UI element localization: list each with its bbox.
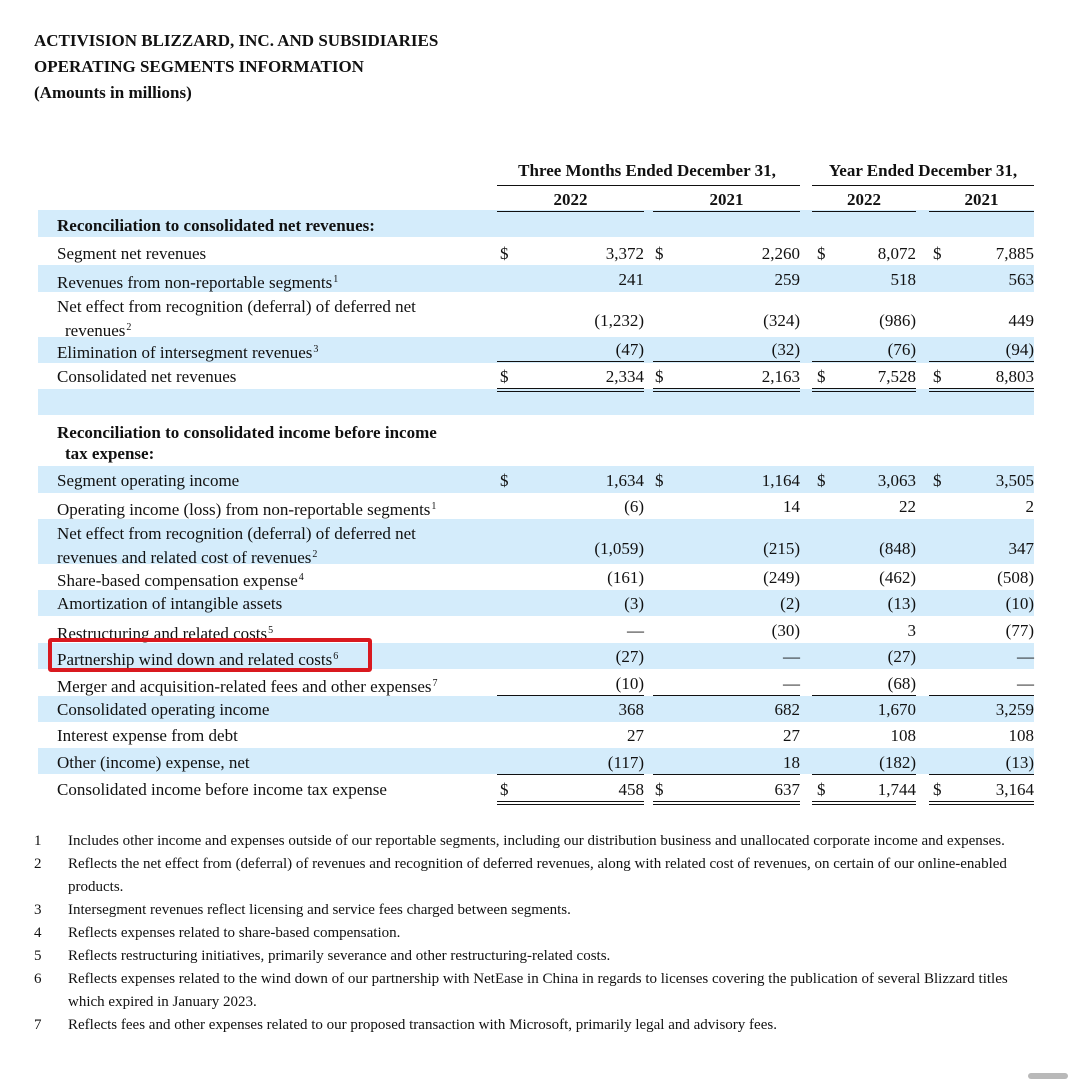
- subtotal-rule: [812, 361, 916, 362]
- cell-value: (1,232): [594, 311, 644, 330]
- cell-value: 3: [907, 621, 916, 640]
- cell-value: 1,670: [877, 700, 916, 719]
- footnote-ref: 2: [312, 549, 318, 560]
- cell-value: 3,164: [995, 780, 1034, 799]
- subtotal-rule: [653, 361, 800, 362]
- cell-value: 14: [783, 497, 800, 516]
- column-group-rule: [812, 185, 1034, 186]
- cell-value: 27: [783, 726, 800, 745]
- cell-value: (30): [771, 621, 800, 640]
- column-year: 2022: [553, 190, 588, 209]
- cell-value: (94): [1005, 340, 1034, 359]
- cell-value: 347: [1008, 539, 1034, 558]
- total-double-rule: [653, 801, 800, 805]
- footnote-ref: 4: [298, 572, 304, 583]
- cell-value: (77): [1005, 621, 1034, 640]
- cell-value: (508): [997, 568, 1034, 587]
- currency-sign: $: [500, 471, 509, 490]
- column-year: 2021: [964, 190, 999, 209]
- cell-value: 3,063: [877, 471, 916, 490]
- year-rule: [929, 211, 1034, 212]
- subtotal-rule: [497, 774, 644, 775]
- currency-sign: $: [500, 244, 509, 263]
- total-double-rule: [929, 801, 1034, 805]
- cell-value: (848): [879, 539, 916, 558]
- cell-value: —: [783, 674, 800, 693]
- subtotal-rule: [653, 695, 800, 696]
- row-label-text: Consolidated net revenues: [57, 367, 237, 386]
- row-label: [57, 422, 437, 464]
- cell-value: 1,744: [877, 780, 916, 799]
- cell-value: (32): [771, 340, 800, 359]
- cell-value: 2: [1025, 497, 1034, 516]
- cell-value: 3,259: [995, 700, 1034, 719]
- total-double-rule: [653, 388, 800, 392]
- subtotal-rule: [929, 774, 1034, 775]
- column-group-year: Year Ended December 31,: [828, 161, 1018, 180]
- cell-value: 2,260: [761, 244, 800, 263]
- total-double-rule: [812, 801, 916, 805]
- row-label-text: Reconciliation to consolidated income before income: [57, 423, 437, 442]
- cell-value: (10): [615, 674, 644, 693]
- row-label: [57, 779, 387, 800]
- cell-value: 449: [1008, 311, 1034, 330]
- cell-value: —: [1017, 647, 1034, 666]
- cell-value: 259: [774, 270, 800, 289]
- cell-value: 2,163: [761, 367, 800, 386]
- subtotal-rule: [653, 774, 800, 775]
- row-label-text: Revenues from non-reportable segments: [57, 273, 333, 292]
- footnote-ref: 1: [431, 501, 437, 512]
- cell-value: (13): [1005, 753, 1034, 772]
- footnote-ref: 7: [432, 678, 438, 689]
- footnote-number: 6: [34, 971, 42, 987]
- cell-value: —: [627, 621, 644, 640]
- currency-sign: $: [817, 780, 826, 799]
- cell-value: (986): [879, 311, 916, 330]
- row-label-text: Reconciliation to consolidated net revenues:: [57, 216, 375, 235]
- row-label-text: Amortization of intangible assets: [57, 594, 283, 613]
- footnote-text: Reflects expenses related to share-based compensation.: [68, 925, 401, 941]
- footnotes: [34, 830, 1034, 1037]
- company-name: ACTIVISION BLIZZARD, INC. AND SUBSIDIARIES: [34, 31, 439, 50]
- row-label-text: Consolidated operating income: [57, 700, 270, 719]
- report-title: OPERATING SEGMENTS INFORMATION: [34, 57, 364, 76]
- footnote: [34, 922, 1034, 945]
- year-rule: [812, 211, 916, 212]
- year-rule: [653, 211, 800, 212]
- row-label-text: Interest expense from debt: [57, 726, 238, 745]
- cell-value: (10): [1005, 594, 1034, 613]
- row-label: [57, 523, 416, 568]
- cell-value: (182): [879, 753, 916, 772]
- row-label: [57, 296, 416, 341]
- units-note: (Amounts in millions): [34, 83, 192, 102]
- row-label: [57, 673, 437, 697]
- footnote-number: 1: [34, 833, 42, 849]
- row-label: [57, 752, 250, 773]
- scrollbar-thumb[interactable]: [1028, 1073, 1068, 1079]
- cell-value: (249): [763, 568, 800, 587]
- cell-value: 22: [899, 497, 916, 516]
- cell-value: 637: [774, 780, 800, 799]
- row-label: [57, 366, 236, 387]
- highlight-box: [48, 638, 372, 672]
- report-header: [34, 28, 438, 106]
- cell-value: (27): [615, 647, 644, 666]
- row-band: [38, 389, 1034, 415]
- currency-sign: $: [500, 780, 509, 799]
- footnote-ref: 5: [268, 625, 274, 636]
- cell-value: 2,334: [605, 367, 644, 386]
- currency-sign: $: [655, 780, 664, 799]
- cell-value: (2): [780, 594, 800, 613]
- cell-value: (1,059): [594, 539, 644, 558]
- cell-value: 108: [890, 726, 916, 745]
- cell-value: 8,072: [877, 244, 916, 263]
- footnote-text: Reflects the net effect from (deferral) of revenues and recognition of deferred revenues, along with related cost of revenues, on certain of our online-enabled products.: [68, 856, 1007, 895]
- row-label: [57, 339, 318, 363]
- row-label: [57, 593, 282, 614]
- row-label-text: Elimination of intersegment revenues: [57, 343, 313, 362]
- footnote: [34, 968, 1034, 1014]
- currency-sign: $: [655, 367, 664, 386]
- row-label: [57, 243, 206, 264]
- footnote-ref: 1: [333, 274, 339, 285]
- cell-value: 7,528: [877, 367, 916, 386]
- footnote-text: Reflects restructuring initiatives, primarily severance and other restructuring-related costs.: [68, 948, 611, 964]
- currency-sign: $: [933, 367, 942, 386]
- footnote-ref: 2: [126, 322, 132, 333]
- row-label: [57, 725, 238, 746]
- subtotal-rule: [497, 361, 644, 362]
- row-label-continued: revenues and related cost of revenues$^2$: [57, 548, 318, 567]
- footnote-text: Reflects fees and other expenses related to our proposed transaction with Microsoft, primarily legal and advisory fees.: [68, 1017, 777, 1033]
- cell-value: 563: [1008, 270, 1034, 289]
- row-label-continued: tax expense:: [65, 444, 155, 463]
- row-label-text: Restructuring and related costs: [57, 624, 268, 643]
- currency-sign: $: [655, 244, 664, 263]
- cell-value: 108: [1008, 726, 1034, 745]
- footnote-ref: 6: [333, 651, 339, 662]
- cell-value: 18: [783, 753, 800, 772]
- column-year: 2021: [709, 190, 744, 209]
- column-group-rule: [497, 185, 800, 186]
- cell-value: 241: [618, 270, 644, 289]
- row-label-text: Consolidated income before income tax expense: [57, 780, 387, 799]
- cell-value: (161): [607, 568, 644, 587]
- footnote: [34, 830, 1034, 853]
- cell-value: 458: [618, 780, 644, 799]
- row-label-text: Partnership wind down and related costs: [57, 650, 333, 669]
- cell-value: 1,634: [605, 471, 644, 490]
- footnote-number: 4: [34, 925, 42, 941]
- row-label-text: Net effect from recognition (deferral) of deferred net: [57, 524, 416, 543]
- row-label: [57, 215, 375, 236]
- cell-value: 518: [890, 270, 916, 289]
- footnote-text: Reflects expenses related to the wind down of our partnership with NetEase in China in regards to licenses covering the publication of several Blizzard titles which expired in January 2023.: [68, 971, 1008, 1010]
- row-label-text: Operating income (loss) from non-reportable segments: [57, 500, 431, 519]
- cell-value: 3,372: [605, 244, 644, 263]
- row-label-text: Segment operating income: [57, 471, 240, 490]
- cell-value: 1,164: [761, 471, 800, 490]
- cell-value: 682: [774, 700, 800, 719]
- currency-sign: $: [655, 471, 664, 490]
- cell-value: (47): [615, 340, 644, 359]
- footnote-number: 7: [34, 1017, 42, 1033]
- cell-value: (117): [607, 753, 644, 772]
- currency-sign: $: [933, 471, 942, 490]
- column-year: 2022: [847, 190, 881, 209]
- footnote-text: Intersegment revenues reflect licensing and service fees charged between segments.: [68, 902, 571, 918]
- row-label-continued: revenues$^2$: [65, 321, 132, 340]
- column-group-three-months: Three Months Ended December 31,: [518, 161, 776, 180]
- footnote: [34, 899, 1034, 922]
- footnote: [34, 853, 1034, 899]
- row-label-text: Share-based compensation expense: [57, 571, 298, 590]
- footnote-number: 5: [34, 948, 42, 964]
- currency-sign: $: [500, 367, 509, 386]
- row-label: [57, 496, 436, 520]
- cell-value: (462): [879, 568, 916, 587]
- row-label: [57, 470, 239, 491]
- currency-sign: $: [817, 471, 826, 490]
- currency-sign: $: [817, 367, 826, 386]
- footnote: [34, 1014, 1034, 1037]
- cell-value: 3,505: [995, 471, 1034, 490]
- subtotal-rule: [929, 695, 1034, 696]
- cell-value: (76): [887, 340, 916, 359]
- cell-value: 368: [618, 700, 644, 719]
- cell-value: 7,885: [995, 244, 1034, 263]
- cell-value: 8,803: [995, 367, 1034, 386]
- footnote-number: 2: [34, 856, 42, 872]
- row-label: [57, 699, 269, 720]
- cell-value: (3): [624, 594, 644, 613]
- row-label-text: Segment net revenues: [57, 244, 207, 263]
- subtotal-rule: [812, 774, 916, 775]
- cell-value: (27): [887, 647, 916, 666]
- cell-value: (324): [763, 311, 800, 330]
- footnote-number: 3: [34, 902, 42, 918]
- footnote-ref: 3: [313, 344, 319, 355]
- currency-sign: $: [933, 780, 942, 799]
- footnote: [34, 945, 1034, 968]
- cell-value: 27: [627, 726, 644, 745]
- cell-value: —: [783, 647, 800, 666]
- cell-value: (215): [763, 539, 800, 558]
- currency-sign: $: [817, 244, 826, 263]
- subtotal-rule: [497, 695, 644, 696]
- subtotal-rule: [929, 361, 1034, 362]
- cell-value: (68): [887, 674, 916, 693]
- total-double-rule: [497, 388, 644, 392]
- total-double-rule: [497, 801, 644, 805]
- total-double-rule: [929, 388, 1034, 392]
- row-label-text: Merger and acquisition-related fees and other expenses: [57, 677, 432, 696]
- cell-value: (6): [624, 497, 644, 516]
- subtotal-rule: [812, 695, 916, 696]
- row-label: [57, 269, 338, 293]
- cell-value: —: [1017, 674, 1034, 693]
- total-double-rule: [812, 388, 916, 392]
- year-rule: [497, 211, 644, 212]
- cell-value: (13): [887, 594, 916, 613]
- footnote-text: Includes other income and expenses outside of our reportable segments, including our distribution business and unallocated corporate income and expenses.: [68, 833, 1005, 849]
- row-label-text: Net effect from recognition (deferral) of deferred net: [57, 297, 416, 316]
- row-label-text: Other (income) expense, net: [57, 753, 250, 772]
- currency-sign: $: [933, 244, 942, 263]
- row-label: [57, 567, 304, 591]
